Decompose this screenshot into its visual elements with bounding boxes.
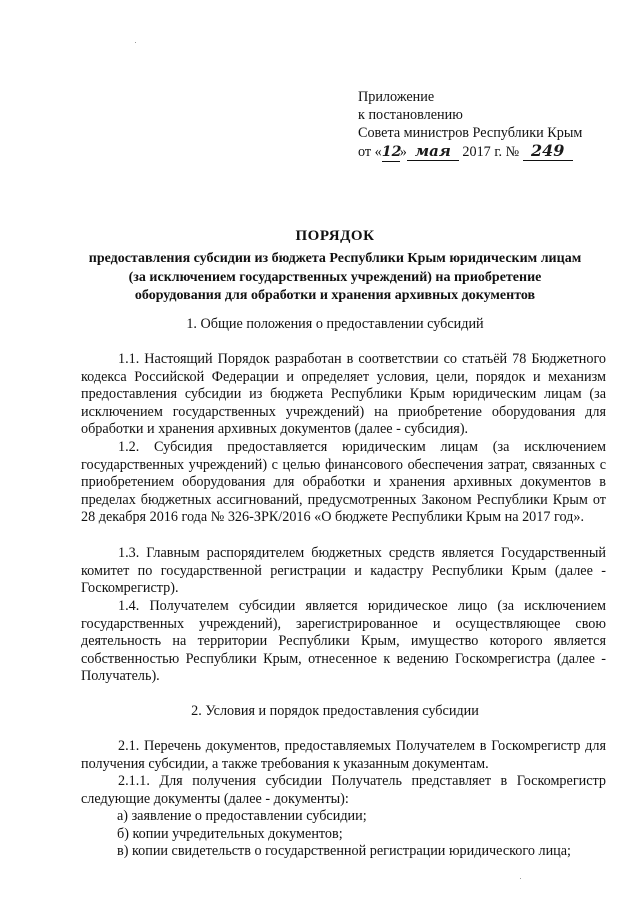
paragraph-2-1-1: 2.1.1. Для получения субсидии Получатель представляет в Госкомрегистр следующие документы (далее - документы): xyxy=(81,773,606,807)
date-prefix: от « xyxy=(358,144,382,160)
scan-speck xyxy=(135,42,136,43)
scan-speck xyxy=(520,878,521,879)
handwritten-month: мая xyxy=(407,142,459,161)
handwritten-number: 249 xyxy=(523,142,573,161)
paragraph-1-1: 1.1. Настоящий Порядок разработан в соответствии со статьёй 78 Бюджетного кодекса Российской Федерации и определяет условия, цели, порядок и механизм предоставления субсидии из бюджета Республики Крым юридическим лицам (за исключением государственных учреждений) на приобретение оборудования для обработки и хранения архивных документов (далее - субсидия). xyxy=(81,351,606,438)
paragraph-1-3: 1.3. Главным распорядителем бюджетных средств является Государственный комитет по государственной регистрации и кадастру Республики Крым (далее - Госкомрегистр). xyxy=(81,545,606,597)
header-line-appendix: Приложение xyxy=(358,89,435,105)
handwritten-day: 12 xyxy=(381,144,402,160)
paragraph-1-4: 1.4. Получателем субсидии является юридическое лицо (за исключением государственных учреждений), зарегистрированное и осуществляющее свою деятельность на территории Республики Крым, имущество которого является собственностью Республики Крым, отнесенное к ведению Госкомрегистра (далее - Получатель). xyxy=(81,598,606,685)
section-2-heading: 2. Условия и порядок предоставления субсидии xyxy=(191,703,479,719)
section-1-heading: 1. Общие положения о предоставлении субсидий xyxy=(186,316,484,332)
list-item-c: в) копии свидетельств о государственной регистрации юридического лица; xyxy=(117,843,571,859)
date-year: 2017 г. № xyxy=(462,144,520,160)
paragraph-1-2: 1.2. Субсидия предоставляется юридическим лицам (за исключением государственных учреждений) с целью финансового обеспечения затрат, связанных с приобретением оборудования для обработки и хранения архивных документов в пределах бюджетных ассигнований, предусмотренных Законом Республики Крым от 28 декабря 2016 года № 326-ЗРК/2016 «О бюджете Республики Крым на 2017 год». xyxy=(81,439,606,526)
list-item-a: а) заявление о предоставлении субсидии; xyxy=(117,808,367,824)
subtitle-line-1: предоставления субсидии из бюджета Республики Крым юридическим лицам xyxy=(88,251,582,266)
paragraph-2-1: 2.1. Перечень документов, предоставляемых Получателем в Госкомрегистр для получения субсидии, а также требования к указанным документам. xyxy=(81,738,606,772)
subtitle-line-3: оборудования для обработки и хранения архивных документов xyxy=(134,288,536,303)
document-title: ПОРЯДОК xyxy=(295,228,375,244)
header-line-council: Совета министров Республики Крым xyxy=(358,125,583,141)
document-subtitle xyxy=(40,250,630,306)
list-item-b: б) копии учредительных документов; xyxy=(117,826,343,842)
approval-header xyxy=(358,88,608,162)
header-date-line xyxy=(358,142,608,162)
header-line-resolution: к постановлению xyxy=(358,107,463,123)
date-mid: » xyxy=(399,144,407,160)
subtitle-line-2: (за исключением государственных учреждений) на приобретение xyxy=(128,269,542,285)
